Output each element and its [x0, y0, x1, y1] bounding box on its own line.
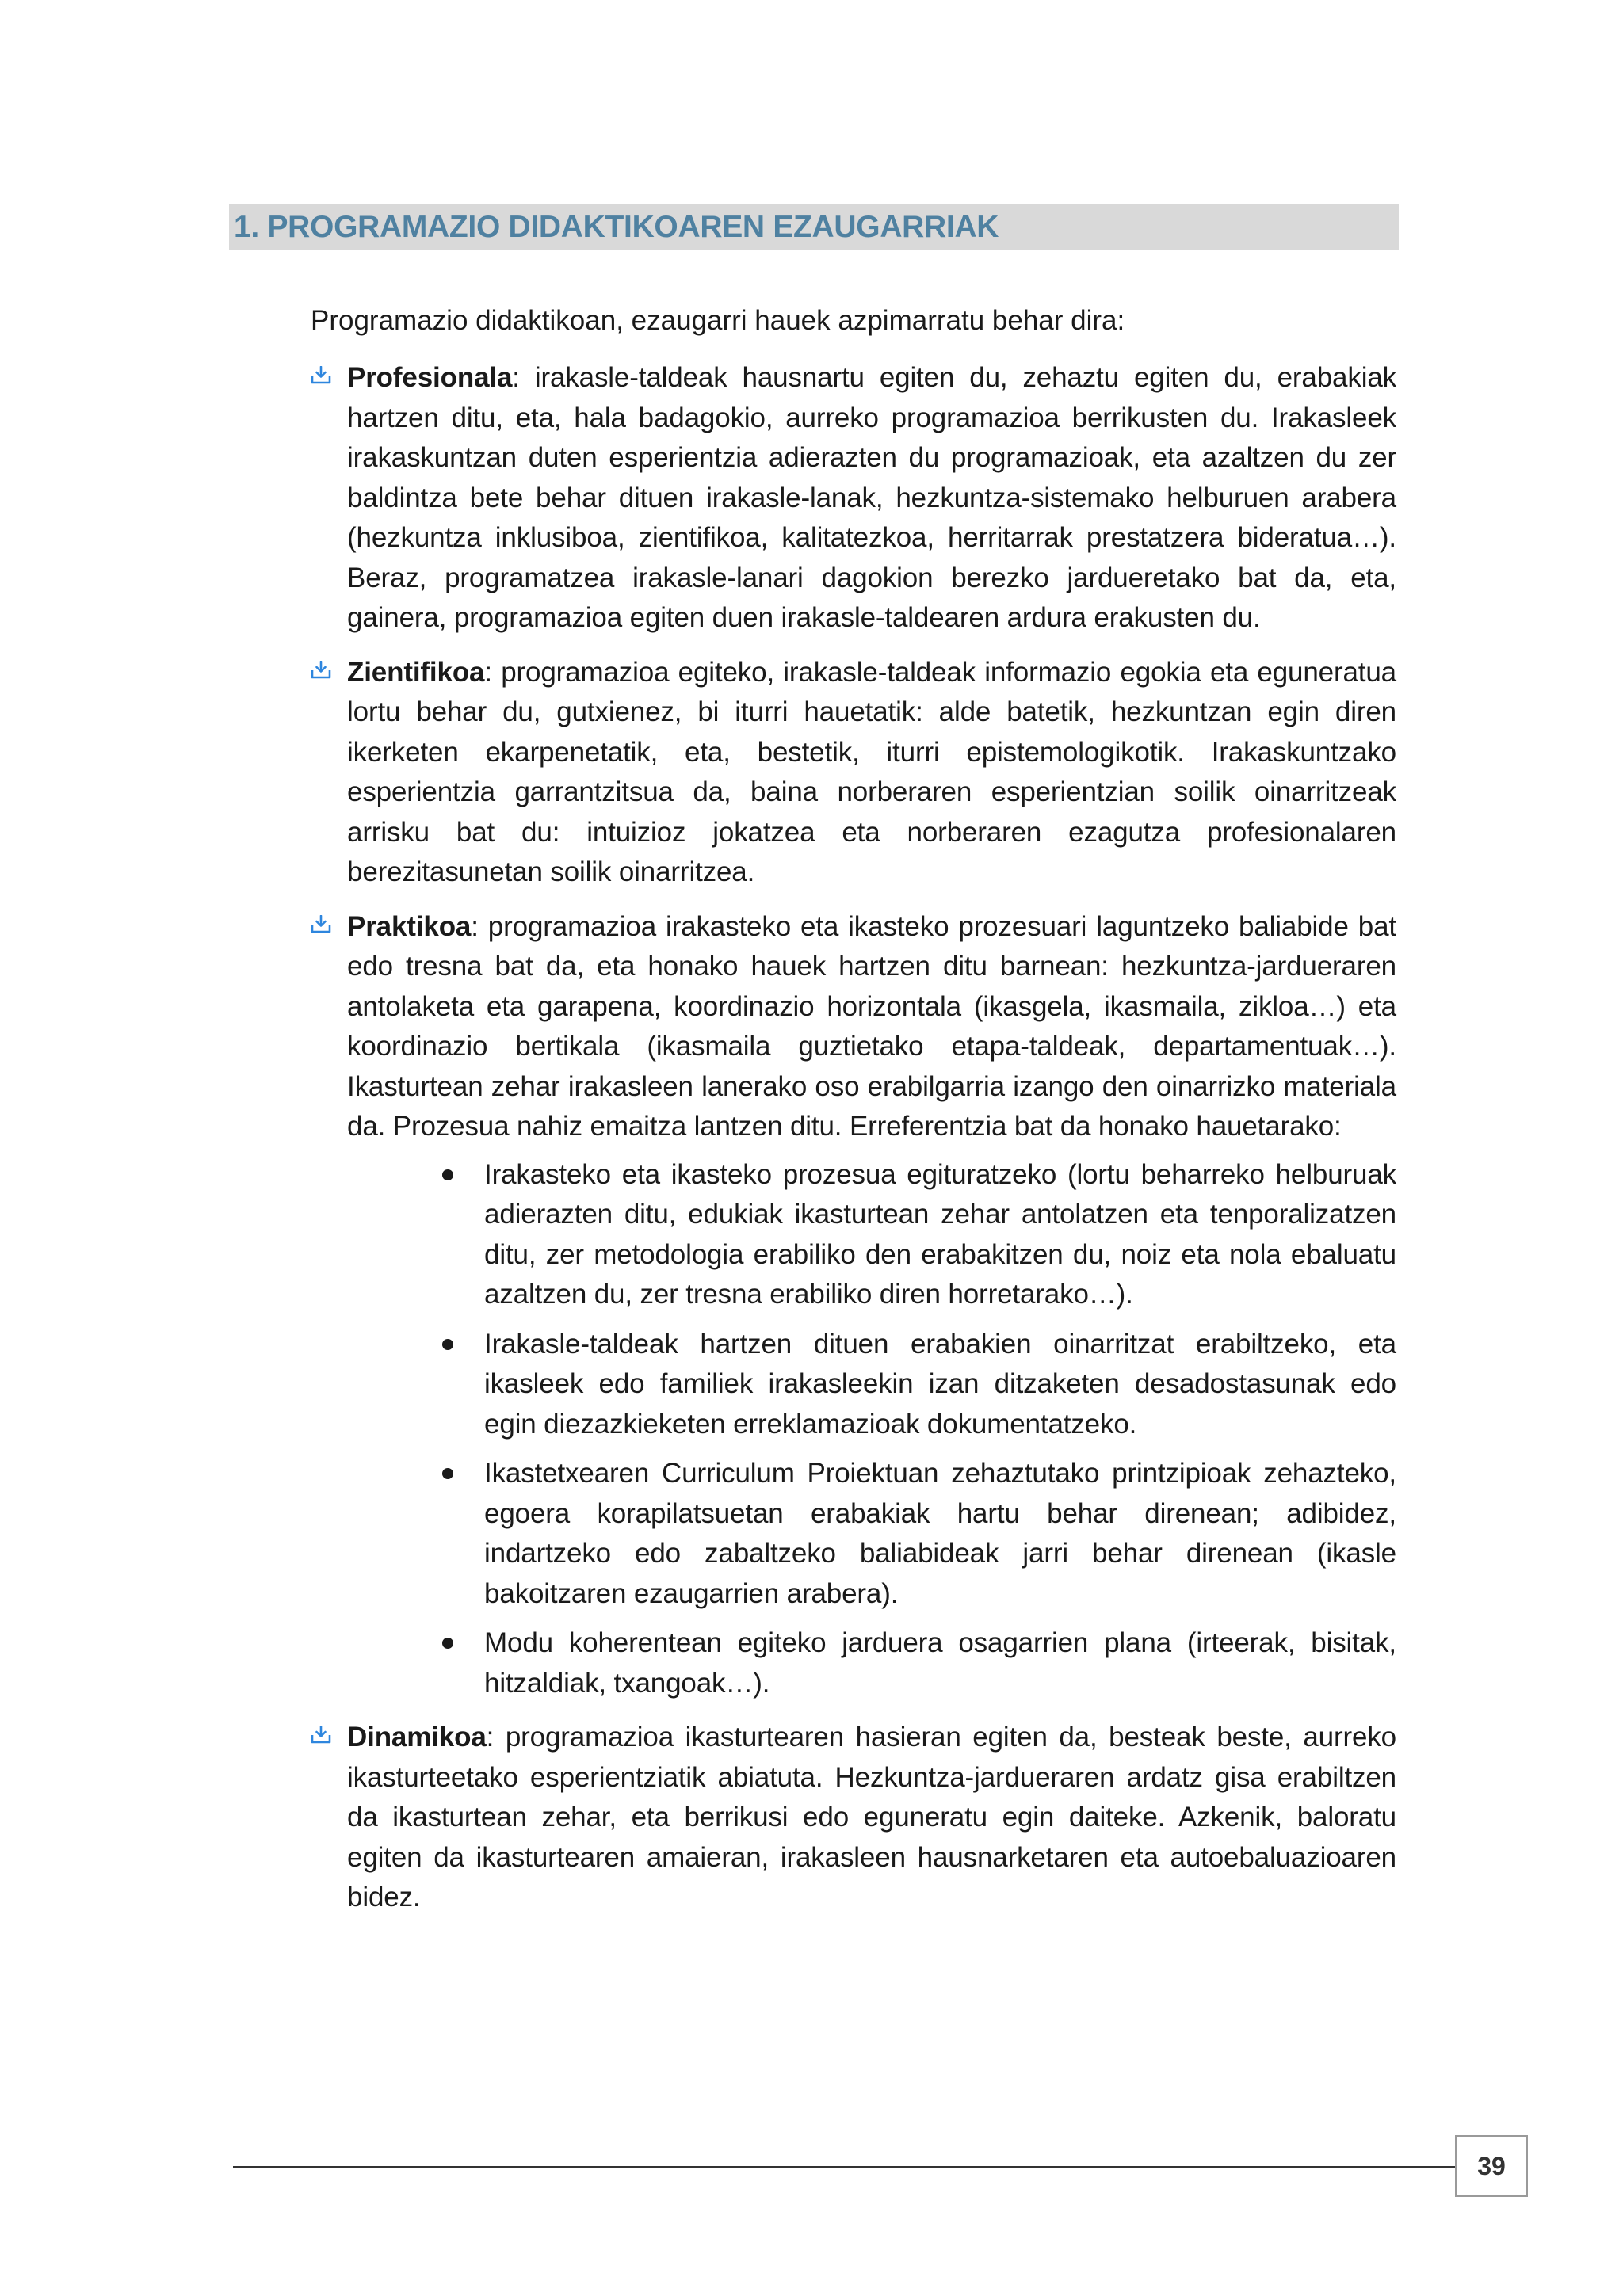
item-term: Dinamikoa: [347, 1722, 487, 1753]
sub-list-item: Modu koherentean egiteko jarduera osagarrien plana (irteerak, bisitak, hitzaldiak, txangoak…).: [484, 1623, 1396, 1703]
sub-list: [347, 1155, 1396, 1704]
bullet-dot-icon: [442, 1339, 453, 1350]
sub-list-item: Ikastetxearen Curriculum Proiektuan zehaztutako printzipioak zehazteko, egoera korapilatsuetan erabakiak hartu behar direnean; adibidez, indartzeko edo zabaltzeko baliabideak jarri behar direnean (ikasle bakoitzaren ezaugarrien arabera).: [484, 1454, 1396, 1614]
item-paragraph: [347, 907, 1396, 1147]
item-term: Zientifikoa: [347, 656, 485, 688]
item-text: : programazioa egiteko, irakasle-taldeak informazio egokia eta eguneratua lortu behar du, gutxienez, bi iturri hauetatik: alde batetik, hezkuntzan egin diren ikerketen ekarpenetatik, eta, bestetik, iturri epistemologikotik. Irakaskuntzako esperientzia garrantzitsua da, baina norberaren esperientzian soilik oinarritzeak arrisku bat du: intuizioz jokatzea eta norberaren ezagutza profesionalaren berezitasunetan soilik oinarritzea.: [347, 656, 1396, 887]
item-text: : programazioa irakasteko eta ikasteko prozesuari laguntzeko baliabide bat edo tresna bat da, eta honako hauek hartzen ditu barnean: hezkuntza-jardueraren antolaketa eta garapena, koordinazio horizontala (ikasgela, ikasmaila, zikloa…) eta koordinazio bertikala (ikasmaila guztietako etapa-taldeak, departamentuak…). Ikasturtean zehar irakasleen lanerako oso erabilgarria izango den oinarrizko materiala da. Prozesua nahiz emaitza lantzen ditu. Erreferentzia bat da honako hauetarako:: [347, 910, 1396, 1142]
item-paragraph: [347, 1718, 1396, 1918]
characteristics-list: [311, 358, 1396, 1932]
list-item-dinamikoa: [311, 1718, 1396, 1918]
page-number: 39: [1455, 2135, 1528, 2197]
list-item-praktikoa: [311, 907, 1396, 1704]
download-tray-icon: [311, 1726, 331, 1745]
item-text: : programazioa ikasturtearen hasieran egiten da, besteak beste, aurreko ikasturteetako esperientziatik abiatuta. Hezkuntza-jardueraren ardatz gisa erabiltzen da ikasturtean zehar, eta berrikusi edo eguneratu egin daiteke. Azkenik, baloratu egiten da ikasturtearen amaieran, irakasleen hausnarketaren eta autoebaluazioaren bidez.: [347, 1722, 1396, 1913]
download-tray-icon: [311, 915, 331, 934]
item-term: Profesionala: [347, 362, 513, 393]
bullet-dot-icon: [442, 1638, 453, 1649]
intro-paragraph: Programazio didaktikoan, ezaugarri hauek azpimarratu behar dira:: [311, 305, 1125, 336]
download-tray-icon: [311, 661, 331, 680]
download-tray-icon: [311, 366, 331, 385]
list-item-profesionala: [311, 358, 1396, 639]
bullet-dot-icon: [442, 1169, 453, 1180]
list-item-zientifikoa: [311, 653, 1396, 893]
footer-rule: [233, 2166, 1455, 2168]
item-term: Praktikoa: [347, 910, 472, 942]
item-paragraph: [347, 358, 1396, 639]
bullet-dot-icon: [442, 1468, 453, 1479]
item-paragraph: [347, 653, 1396, 893]
item-text: : irakasle-taldeak hausnartu egiten du, zehaztu egiten du, erabakiak hartzen ditu, eta, hala badagokio, aurreko programazioa berrikusten du. Irakasleek irakaskuntzan duten esperientzia adierazten du programazioak, eta azaltzen du zer baldintza bete behar dituen irakasle-lanak, hezkuntza-sistemako helburuen arabera (hezkuntza inklusiboa, zientifikoa, kalitatezkoa, herritarrak prestatzera bideratua…). Beraz, programatzea irakasle-lanari dagokion berezko jardueretako bat da, eta, gainera, programazioa egiten duen irakasle-taldearen ardura erakusten du.: [347, 362, 1396, 633]
sub-list-item: Irakasteko eta ikasteko prozesua egituratzeko (lortu beharreko helburuak adierazten ditu, edukiak ikasturtean zehar antolatzen eta tenporalizatzen ditu, zer metodologia erabiliko den erabakitzen du, noiz eta nola ebaluatu azaltzen du, zer tresna erabiliko diren horretarako…).: [484, 1155, 1396, 1315]
section-heading: 1. PROGRAMAZIO DIDAKTIKOAREN EZAUGARRIAK: [229, 204, 1399, 250]
sub-list-item: Irakasle-taldeak hartzen dituen erabakien oinarritzat erabiltzeko, eta ikasleek edo familiek irakasleekin izan ditzaketen desadostasunak edo egin diezazkieketen erreklamazioak dokumentatzeko.: [484, 1325, 1396, 1445]
